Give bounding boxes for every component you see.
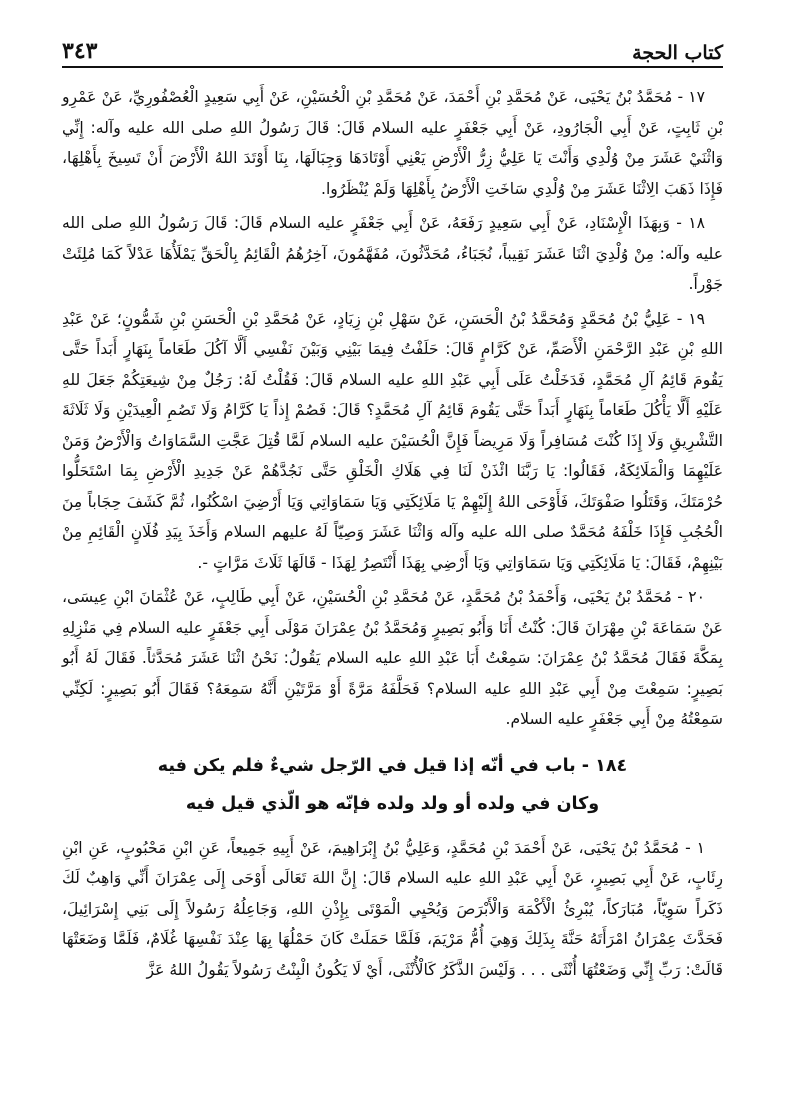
header-rule (62, 66, 723, 68)
hadith-paragraph-19: ١٩ - عَلِيُّ بْنُ مُحَمَّدٍ وَمُحَمَّدُ بْنُ الْحَسَنِ، عَنْ سَهْلِ بْنِ زِيَادٍ، عَنْ مُحَمَّدِ بْنِ الْحَسَنِ بْنِ شَمُّونٍ؛ عَنْ عَبْدِ اللهِ بْنِ عَبْدِ الرَّحْمَنِ الْأَصَمِّ، عَنْ كَرَّامٍ قَالَ: حَلَفْتُ فِيمَا بَيْنِي وَبَيْنَ نَفْسِي أَلَّا آكُلَ طَعَاماً بِنَهَارٍ أَبَداً حَتَّى يَقُومَ قَائِمُ آلِ مُحَمَّدٍ، فَدَخَلْتُ عَلَى أَبِي عَبْدِ اللهِ عليه السلام قَالَ: فَقُلْتُ لَهُ: رَجُلٌ مِنْ شِيعَتِكُمْ جَعَلَ للهِ عَلَيْهِ أَلَّا يَأْكُلَ طَعَاماً بِنَهَارٍ أَبَداً حَتَّى يَقُومَ قَائِمُ آلِ مُحَمَّدٍ؟ قَالَ: فَصُمْ إِذاً يَا كَرَّامُ وَلَا تَصُمِ الْعِيدَيْنِ وَلَا ثَلَاثَةَ التَّشْرِيقِ وَلَا إِذَا كُنْتَ مُسَافِراً وَلَا مَرِيضاً فَإِنَّ الْحُسَيْنَ عليه السلام لَمَّا قُتِلَ عَجَّتِ السَّمَاوَاتُ وَالْأَرْضُ وَمَنْ عَلَيْهِمَا وَالْمَلَائِكَةُ، فَقَالُوا: يَا رَبَّنَا ائْذَنْ لَنَا فِي هَلَاكِ الْخَلْقِ حَتَّى نَجُدَّهُمْ عَنْ جَدِيدِ الْأَرْضِ بِمَا اسْتَحَلُّوا حُرْمَتَكَ، وَقَتَلُوا صَفْوَتَكَ، فَأَوْحَى اللهُ إِلَيْهِمْ يَا مَلَائِكَتِي وَيَا سَمَاوَاتِي وَيَا أَرْضِيَ اسْكُنُوا، ثُمَّ كَشَفَ حِجَاباً مِنَ الْحُجُبِ فَإِذَا خَلْفَهُ مُحَمَّدٌ صلى الله عليه وآله وَاثْنَا عَشَرَ وَصِيّاً لَهُ عليهم السلام وَأَخَذَ بِيَدِ فُلَانٍ الْقَائِمِ مِنْ بَيْنِهِمْ، فَقَالَ: يَا مَلَائِكَتِي وَيَا سَمَاوَاتِي وَيَا أَرْضِي بِهَذَا أَنْتَصِرُ لِهَذَا - قَالَهَا ثَلَاثَ مَرَّاتٍ -. (62, 309, 723, 572)
book-title: كتاب الحجة (632, 42, 723, 64)
page-header (62, 30, 723, 64)
hadith-paragraph-17: ١٧ - مُحَمَّدُ بْنُ يَحْيَى، عَنْ مُحَمَّدِ بْنِ أَحْمَدَ، عَنْ مُحَمَّدِ بْنِ الْحُسَيْنِ، عَنْ أَبِي سَعِيدٍ الْعُصْفُورِيِّ، عَنْ عَمْرِو بْنِ ثَابِتٍ، عَنْ أَبِي الْجَارُودِ، عَنْ أَبِي جَعْفَرٍ عليه السلام قَالَ: قَالَ رَسُولُ اللهِ صلى الله عليه وآله: إِنِّي وَاثْنَيْ عَشَرَ مِنْ وُلْدِي وَأَنْتَ يَا عَلِيُّ زِرُّ الْأَرْضِ يَعْنِي أَوْتَادَهَا وَجِبَالَهَا، بِنَا أَوْتَدَ اللهُ الْأَرْضَ أَنْ تَسِيخَ بِأَهْلِهَا، فَإِذَا ذَهَبَ الِاثْنَا عَشَرَ مِنْ وُلْدِي سَاخَتِ الْأَرْضُ بِأَهْلِهَا وَلَمْ يُنْظَرُوا. (62, 88, 723, 198)
chapter-title-line-2: وكان في ولده أو ولد ولده فإنّه هو الّذي قيل فيه (185, 793, 600, 814)
page-number: ٣٤٣ (62, 38, 98, 64)
page-body (62, 82, 723, 989)
chapter-title-line-1: ١٨٤ - باب في أنّه إذا قيل في الرّجل شيءٌ فلم يكن فيه (157, 755, 628, 776)
hadith-paragraph-1: ١ - مُحَمَّدُ بْنُ يَحْيَى، عَنْ أَحْمَدَ بْنِ مُحَمَّدٍ، وَعَلِيُّ بْنُ إِبْرَاهِيمَ، عَنْ أَبِيهِ جَمِيعاً، عَنِ ابْنِ مَحْبُوبٍ، عَنِ ابْنِ رِئَابٍ، عَنْ أَبِي بَصِيرٍ، عَنْ أَبِي عَبْدِ اللهِ عليه السلام قَالَ: إِنَّ اللهَ تَعَالَى أَوْحَى إِلَى عِمْرَانَ أَنِّي وَاهِبٌ لَكَ ذَكَراً سَوِيّاً، مُبَارَكاً، يُبْرِئُ الْأَكْمَهَ وَالْأَبْرَصَ وَيُحْيِي الْمَوْتَى بِإِذْنِ اللهِ، وَجَاعِلُهُ رَسُولاً إِلَى بَنِي إِسْرَائِيلَ، فَحَدَّثَ عِمْرَانُ امْرَأَتَهُ حَنَّةَ بِذَلِكَ وَهِيَ أُمُّ مَرْيَمَ، فَلَمَّا حَمَلَتْ كَانَ حَمْلُهَا بِهَا عِنْدَ نَفْسِهَا غُلَامٌ، فَلَمَّا وَضَعَتْهَا قَالَتْ: رَبِّ إِنِّي وَضَعْتُهَا أُنْثَى . . . وَلَيْسَ الذَّكَرُ كَالْأُنْثَى، أَيْ لَا يَكُونُ الْبِنْتُ رَسُولاً يَقُولُ اللهُ عَزَّ (62, 838, 723, 979)
hadith-paragraph-20: ٢٠ - مُحَمَّدُ بْنُ يَحْيَى، وَأَحْمَدُ بْنُ مُحَمَّدٍ، عَنْ مُحَمَّدِ بْنِ الْحُسَيْنِ، عَنْ أَبِي طَالِبٍ، عَنْ عُثْمَانَ ابْنِ عِيسَى، عَنْ سَمَاعَةَ بْنِ مِهْرَانَ قَالَ: كُنْتُ أَنَا وَأَبُو بَصِيرٍ وَمُحَمَّدُ بْنُ عِمْرَانَ مَوْلَى أَبِي جَعْفَرٍ عليه السلام فِي مَنْزِلِهِ بِمَكَّةَ فَقَالَ مُحَمَّدُ بْنُ عِمْرَانَ: سَمِعْتُ أَبَا عَبْدِ اللهِ عليه السلام يَقُولُ: نَحْنُ اثْنَا عَشَرَ مُحَدَّثاً. فَقَالَ لَهُ أَبُو بَصِيرٍ: سَمِعْتَ مِنْ أَبِي عَبْدِ اللهِ عليه السلام؟ فَحَلَّفَهُ مَرَّةً أَوْ مَرَّتَيْنِ أَنَّهُ سَمِعَهُ؟ فَقَالَ أَبُو بَصِيرٍ: لَكِنِّي سَمِعْتُهُ مِنْ أَبِي جَعْفَرٍ عليه السلام. (62, 588, 723, 728)
hadith-paragraph-18: ١٨ - وَبِهَذَا الْإِسْنَادِ، عَنْ أَبِي سَعِيدٍ رَفَعَهُ، عَنْ أَبِي جَعْفَرٍ عليه السلام قَالَ: قَالَ رَسُولُ اللهِ صلى الله عليه وآله: مِنْ وُلْدِيَ اثْنَا عَشَرَ نَقِيباً، نُجَبَاءُ، مُحَدَّثُونَ، مُفَهَّمُونَ، آخِرُهُمُ الْقَائِمُ بِالْحَقِّ يَمْلَأُهَا عَدْلاً كَمَا مُلِئَتْ جَوْراً. (62, 214, 723, 293)
chapter-heading (62, 747, 723, 823)
